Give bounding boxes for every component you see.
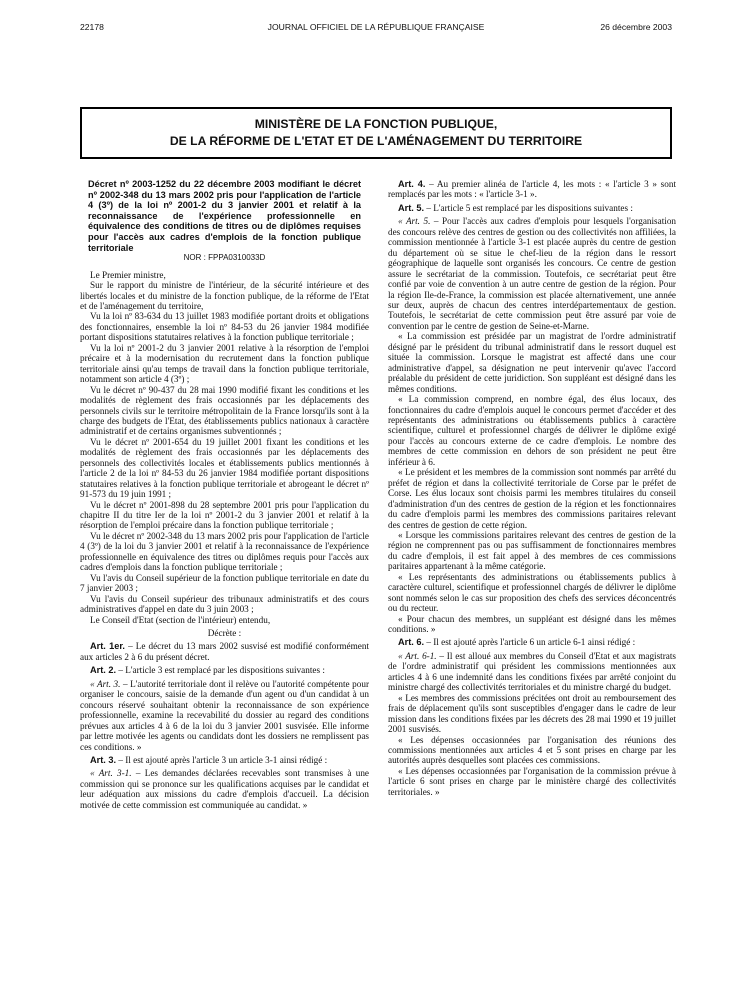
ministry-line-2: DE LA RÉFORME DE L'ETAT ET DE L'AMÉNAGEMENT DU TERRITOIRE	[169, 134, 583, 148]
article-text: – L'article 5 est remplacé par les dispositions suivantes :	[424, 202, 633, 213]
article-text: – L'article 3 est remplacé par les dispositions suivantes :	[116, 665, 325, 676]
article-6	[388, 637, 676, 647]
article-label: Art. 2.	[90, 665, 117, 676]
page-header	[80, 22, 672, 36]
article-4	[388, 179, 676, 200]
article-text: – Le décret du 13 mars 2002 susvisé est modifié conformément aux articles 2 à 6 du présent décret.	[80, 641, 370, 662]
publication-date: 26 décembre 2003	[600, 22, 672, 32]
paragraph: « Les représentants des administrations ou établissements publics à caractère culturel, scientifique et professionnel chargés de délivrer le diplôme sont nommés selon le cas sur proposition des chefs des services déconcentrés ou du recteur.	[388, 571, 676, 614]
decree-title: Décret nº 2003-1252 du 22 décembre 2003 modifiant le décret nº 2002-348 du 13 mars 2002 pris pour l'application de l'article 4 (3º) de la loi nº 2001-2 du 3 janvier 2001 et relatif à la reconnaissance de l'expérience professionnelle en équivalence des conditions de titres ou de diplômes requises pour l'accès aux cadres d'emplois de la fonction publique territoriale	[88, 179, 361, 253]
quoted-article-label: « Art. 3.	[90, 678, 121, 689]
paragraph: Vu la loi nº 83-634 du 13 juillet 1983 modifiée portant droits et obligations des fonctionnaires, ensemble la loi nº 84-53 du 26 janvier 1984 modifiée portant dispositions statutaires relatives à la fonction publique territoriale ;	[80, 311, 369, 343]
paragraph: Vu l'avis du Conseil supérieur des tribunaux administratifs et des cours administratives d'appel en date du 3 juin 2003 ;	[80, 593, 369, 615]
quoted-article-text: – L'autorité territoriale dont il relève ou l'autorité compétente pour organiser le concours, saisie de la demande d'un agent ou d'un candidat à un concours réservé souhaitant obtenir la reconnaissance de son expérience professionnelle, examine la recevabilité du dossier au regard des conditions prévues aux articles 4 à 6 de la loi du 3 janvier 2001 susvisée. Elle informe par lettre motivée les agents ou candidats dont les dossiers ne remplissent pas ces conditions. »	[80, 678, 369, 752]
article-5	[388, 203, 676, 213]
article-2	[80, 665, 369, 675]
article-1	[80, 641, 369, 662]
right-column	[388, 179, 676, 797]
nor-reference: NOR : FPPA0310033D	[183, 253, 266, 263]
paragraph: Vu l'avis du Conseil supérieur de la fonction publique territoriale en date du 7 janvier 2003 ;	[80, 572, 369, 594]
article-3	[80, 755, 369, 765]
article-text: – Il est ajouté après l'article 3 un article 3-1 ainsi rédigé :	[116, 755, 328, 765]
paragraph: Vu la loi nº 2001-2 du 3 janvier 2001 relative à la résorption de l'emploi précaire et à la modernisation du recrutement dans la fonction publique territoriale ainsi qu'au temps de travail dans la fonction publique territoriale, notamment son article 4 (3º) ;	[80, 342, 369, 385]
article-6-1-quote	[388, 651, 676, 693]
article-5-quote	[388, 216, 676, 331]
paragraph: « Pour chacun des membres, un suppléant est désigné dans les mêmes conditions. »	[388, 613, 676, 635]
article-text: – Il est ajouté après l'article 6 un article 6-1 ainsi rédigé :	[424, 637, 636, 648]
quoted-article-text: – Il est alloué aux membres du Conseil d'Etat et aux magistrats de l'ordre administratif qui président les commissions mentionnées aux articles 4 à 6 une indemnité dans les conditions fixées par arrêté conjoint du ministre chargé des collectivités territoriales et du ministre chargé du budget.	[388, 650, 676, 693]
paragraph: « Les dépenses occasionnées par l'organisation des réunions des commissions mentionnées aux articles 4 et 5 sont prises en charge par les autorités auprès desquelles sont placées ces commissions.	[388, 734, 676, 766]
quoted-article-label: « Art. 3-1.	[90, 768, 132, 779]
article-text: – Au premier alinéa de l'article 4, les mots : « l'article 3 » sont remplacés par les mots : « l'article 3-1 ».	[388, 179, 676, 200]
paragraph: Le Premier ministre,	[90, 269, 166, 280]
paragraph: « Le président et les membres de la commission sont nommés par arrêté du préfet de région et dans la collectivité territoriale de Corse par le préfet de Corse. Les élus locaux sont choisis parmi les membres titulaires du conseil d'administration d'un des centres de gestion de la région et les fonctionnaires du cadre d'emplois parmi les membres des commissions paritaires relevant des centres de gestion de cette région.	[388, 467, 676, 530]
paragraph: « La commission est présidée par un magistrat de l'ordre administratif désigné par le président du tribunal administratif dans le ressort duquel est située la commission. Lorsque le magistrat est affecté dans une cour administrative d'appel, sa désignation ne peut intervenir qu'avec l'accord préalable du président de cette juridiction. Son suppléant est désigné dans les mêmes conditions.	[388, 331, 676, 394]
paragraph: « Les membres des commissions précitées ont droit au remboursement des frais de déplacement qu'ils sont susceptibles d'engager dans le cadre de leur mission dans les conditions fixées par les décrets des 28 mai 1990 et 19 juillet 2001 susvisés.	[388, 692, 676, 735]
paragraph: Le Conseil d'Etat (section de l'intérieur) entendu,	[90, 614, 271, 625]
quoted-article-label: « Art. 5.	[398, 216, 431, 227]
paragraph: « Les dépenses occasionnées par l'organisation de la commission prévue à l'article 6 sont prises en charge par le ministère chargé des collectivités territoriales. »	[388, 765, 676, 797]
article-label: Art. 5.	[398, 202, 425, 213]
paragraph: Vu le décret nº 2001-654 du 19 juillet 2001 fixant les conditions et les modalités de règlement des frais occasionnés par les déplacements des personnels des collectivités locales et établissements publics mentionnés à l'article 2 de la loi nº 84-53 du 26 janvier 1984 modifiée portant dispositions statutaires relatives à la fonction publique territoriale et abrogeant le décret nº 91-573 du 19 juin 1991 ;	[80, 436, 369, 500]
article-3-quote	[80, 679, 369, 752]
paragraph: Vu le décret nº 2002-348 du 13 mars 2002 pris pour l'application de l'article 4 (3º) de la loi du 3 janvier 2001 et relatif à la reconnaissance de l'expérience professionnelle en équivalence des titres ou diplômes requis pour l'accès aux cadres d'emplois dans la fonction publique territoriale ;	[80, 530, 369, 573]
article-label: Art. 3.	[90, 755, 117, 765]
journal-title: JOURNAL OFFICIEL DE LA RÉPUBLIQUE FRANÇAISE	[267, 22, 485, 32]
quoted-article-label: « Art. 6-1.	[398, 650, 437, 661]
quoted-article-text: – Les demandes déclarées recevables sont transmises à une commission qui se prononce sur les qualifications acquises par le candidat et leur adéquation aux missions du cadre d'emplois d'accueil. La décision motivée de cette commission est communiquée au candidat. »	[80, 768, 369, 810]
paragraph: Vu le décret nº 90-437 du 28 mai 1990 modifié fixant les conditions et les modalités de règlement des frais occasionnés par les déplacements des personnels civils sur le territoire métropolitain de la France lorsqu'ils sont à la charge des budgets de l'Etat, des établissements publics nationaux à caractère administratif et de certains organismes subventionnés ;	[80, 384, 369, 437]
article-label: Art. 1er.	[90, 641, 125, 652]
quoted-article-text: – Pour l'accès aux cadres d'emplois pour lesquels l'organisation des concours relève des centres de gestion ou des collectivités non affiliées, la commission mentionnée à l'article 3-1 est placée auprès du centre de gestion du département où se situe le chef-lieu de la région dans le ressort géographique de laquelle sont organisés les concours. Ce centre de gestion assure le secrétariat de la commission. Toutefois, ce secrétariat peut être confié par voie de convention à un autre centre de gestion de la région. Pour la région Ile-de-France, la commission est placée alternativement, une année sur deux, auprès de chacun des centres interdépartementaux de gestion. Toutefois, le secrétariat de cette commission peut être assuré par voie de convention par le centre de gestion de Seine-et-Marne.	[388, 216, 677, 331]
left-column	[80, 179, 369, 810]
paragraph: Sur le rapport du ministre de l'intérieur, de la sécurité intérieure et des libertés locales et du ministre de la fonction publique, de la réforme de l'Etat et de l'aménagement du territoire,	[80, 280, 369, 311]
article-label: Art. 4.	[398, 179, 426, 189]
article-3-1-quote	[80, 768, 369, 810]
paragraph: « La commission comprend, en nombre égal, des élus locaux, des fonctionnaires du cadre d'emplois auquel le concours permet d'accéder et des représentants des administrations ou établissements publics à caractère scientifique, culturel et professionnel chargés de délivrer le diplôme exigé pour l'accès au concours externe de ce cadre d'emplois. Le nombre des membres de cette commission en dehors de son président ne peut être inférieur à 6.	[388, 394, 676, 467]
ministry-line-1: MINISTÈRE DE LA FONCTION PUBLIQUE,	[254, 117, 498, 131]
paragraph: Vu le décret nº 2001-898 du 28 septembre 2001 pris pour l'application du chapitre II du titre Ier de la loi nº 2001-2 du 3 janvier 2001 et relatif à la résorption de l'emploi précaire dans la fonction publique territoriale ;	[80, 499, 369, 531]
decrete-heading: Décrète :	[207, 628, 242, 639]
article-label: Art. 6.	[398, 637, 425, 648]
paragraph: « Lorsque les commissions paritaires relevant des centres de gestion de la région ne comprennent pas ou pas suffisamment de fonctionnaires membres du cadre d'emplois, il est fait appel à des membres de ces commissions paritaires appartenant à la même catégorie.	[388, 529, 676, 572]
ministry-box	[80, 107, 672, 159]
page-number: 22178	[80, 22, 104, 32]
